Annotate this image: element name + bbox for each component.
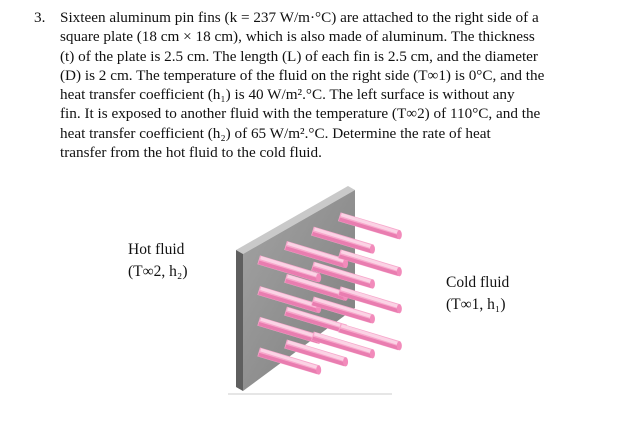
hot-fluid-title: Hot fluid: [128, 241, 185, 258]
problem-line: (D) is 2 cm. The temperature of the fluid on the right side (T∞1) is 0°C, and the: [60, 66, 545, 84]
hot-fluid-params: (T∞2, h₂): [128, 263, 188, 280]
pin-fin-tip: [316, 365, 321, 374]
plate-left-edge: [236, 250, 243, 391]
problem-line: Sixteen aluminum pin fins (k = 237 W/m·°C) are attached to the right side of a: [60, 9, 539, 26]
pin-fin-tip: [370, 279, 375, 288]
cold-fluid-params: (T∞1, h₁): [446, 296, 506, 313]
pin-fin-tip: [397, 341, 402, 350]
pin-fin-tip: [343, 357, 348, 366]
pin-fin-tip: [316, 273, 321, 282]
cold-fluid-label: [446, 272, 509, 316]
problem-number: 3.: [34, 9, 46, 26]
problem-line: square plate (18 cm × 18 cm), which is also made of aluminum. The thickness: [60, 28, 535, 46]
pin-fin-tip: [370, 314, 375, 323]
pin-fin-tip: [370, 244, 375, 253]
problem-text: [60, 8, 590, 162]
problem-line: (t) of the plate is 2.5 cm. The length (L) of each fin is 2.5 cm, and the diameter: [60, 47, 538, 65]
hot-fluid-label: [128, 239, 188, 283]
problem-line: heat transfer coefficient (h₁) is 40 W/m².°C. The left surface is without any: [60, 86, 515, 104]
cold-fluid-title: Cold fluid: [446, 274, 510, 291]
pin-fin-tip: [397, 267, 402, 276]
pin-fin-tip: [397, 304, 402, 313]
problem-line: fin. It is exposed to another fluid with the temperature (T∞2) of 110°C, and the: [60, 105, 541, 123]
problem-line: heat transfer coefficient (h₂) of 65 W/m².°C. Determine the rate of heat: [60, 124, 491, 142]
finned-plate-illustration: [224, 186, 424, 400]
pin-fin-tip: [397, 230, 402, 239]
pin-fin-tip: [370, 349, 375, 358]
problem-line: transfer from the hot fluid to the cold fluid.: [60, 144, 322, 162]
